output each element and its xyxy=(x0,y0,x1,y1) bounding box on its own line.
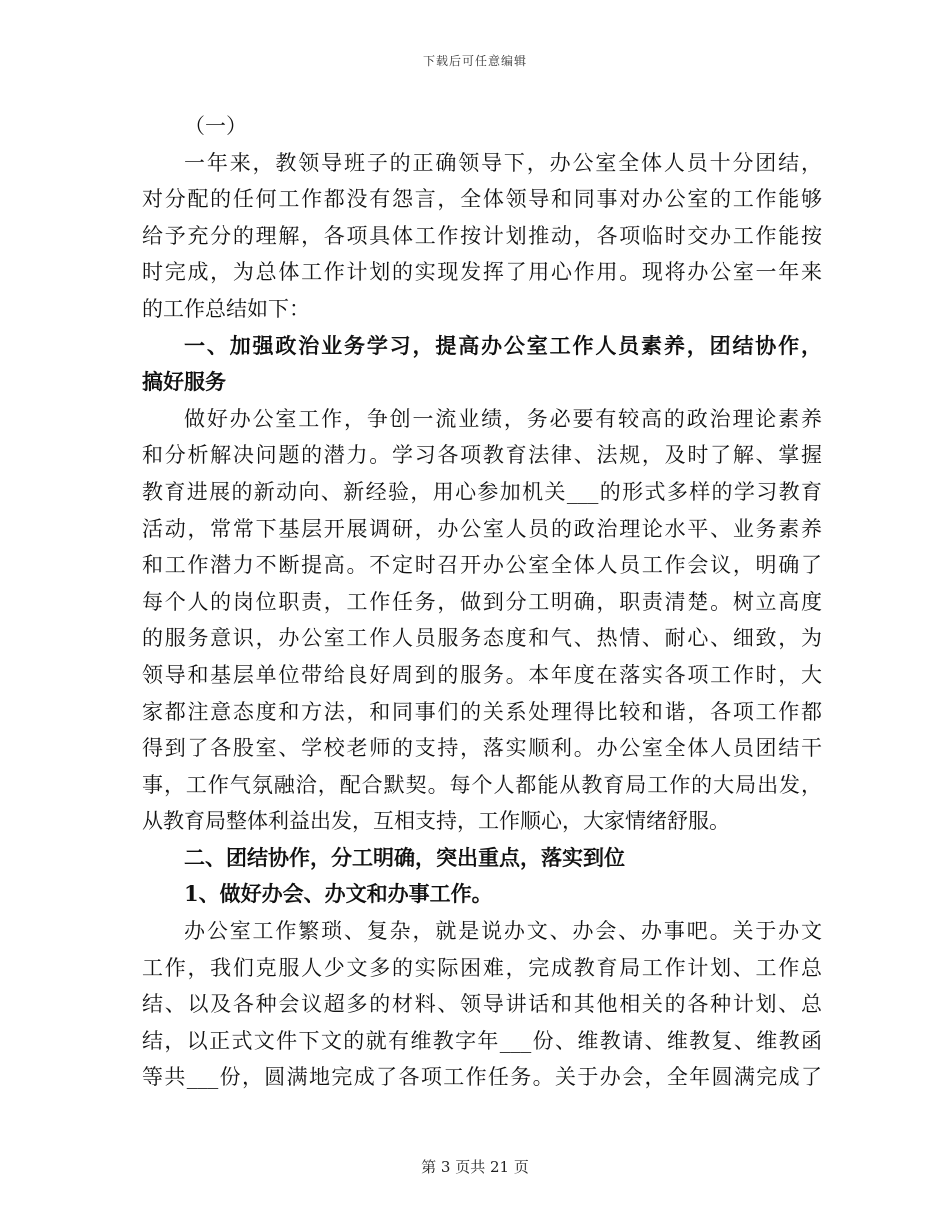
header-note: 下载后可任意编辑 xyxy=(422,54,527,68)
paragraph-line: 领导和基层单位带给良好周到的服务。本年度在落实各项工作时，大 xyxy=(142,662,822,687)
paragraph-line: 做好办公室工作，争创一流业绩，务必要有较高的政治理论素养 xyxy=(184,406,822,431)
paragraph-line: 事，工作气氛融洽，配合默契。每个人都能从教育局工作的大局出发， xyxy=(142,772,822,797)
heading-1: 一、加强政治业务学习，提高办公室工作人员素养，团结协作， xyxy=(184,332,822,358)
paragraph-line: 办公室工作繁琐、复杂，就是说办文、办会、办事吧。关于办文 xyxy=(184,919,822,944)
paragraph-line: 教育进展的新动向、新经验，用心参加机关___的形式多样的学习教育 xyxy=(142,479,822,504)
paragraph-line: 得到了各股室、学校老师的支持，落实顺利。办公室全体人员团结干 xyxy=(142,736,822,761)
heading-1-cont: 搞好服务 xyxy=(142,369,226,395)
paragraph-line: 时完成，为总体工作计划的实现发挥了用心作用。现将办公室一年来 xyxy=(142,260,822,285)
paragraph-line: 给予充分的理解，各项具体工作按计划推动，各项临时交办工作能按 xyxy=(142,223,822,248)
paragraph-line: 从教育局整体利益出发，互相支持，工作顺心，大家情绪舒服。 xyxy=(142,809,730,834)
document-body xyxy=(142,108,822,1096)
paragraph-line: 的服务意识，办公室工作人员服务态度和气、热情、耐心、细致，为 xyxy=(142,626,822,651)
subheading-1: 1、做好办会、办文和办事工作。 xyxy=(184,881,493,907)
paragraph-line: 结、以及各种会议超多的材料、领导讲话和其他相关的各种计划、总 xyxy=(142,992,822,1017)
heading-2: 二、团结协作，分工明确，突出重点，落实到位 xyxy=(184,844,625,870)
paragraph-line: 和分析解决问题的潜力。学习各项教育法律、法规，及时了解、掌握 xyxy=(142,443,822,468)
paragraph-line: 家都注意态度和方法，和同事们的关系处理得比较和谐，各项工作都 xyxy=(142,699,822,724)
paragraph-line: 的工作总结如下： xyxy=(142,296,310,321)
paragraph-line: 每个人的岗位职责，工作任务，做到分工明确，职责清楚。树立高度 xyxy=(142,589,822,614)
paragraph-line: 结，以正式文件下文的就有维教字年___份、维教请、维教复、维教函 xyxy=(142,1028,822,1053)
page-number: 第 3 页共 21 页 xyxy=(421,1158,529,1176)
paragraph-line: 和工作潜力不断提高。不定时召开办公室全体人员工作会议，明确了 xyxy=(142,553,822,578)
paragraph-line: 工作，我们克服人少文多的实际困难，完成教育局工作计划、工作总 xyxy=(142,955,822,980)
paragraph-line: 对分配的任何工作都没有怨言，全体领导和同事对办公室的工作能够 xyxy=(142,187,822,212)
section-marker: （一） xyxy=(184,114,247,138)
paragraph-line: 等共___份，圆满地完成了各项工作任务。关于办会，全年圆满完成了 xyxy=(142,1065,822,1090)
paragraph-line: 一年来，教领导班子的正确领导下，办公室全体人员十分团结， xyxy=(184,150,822,175)
paragraph-line: 活动，常常下基层开展调研，办公室人员的政治理论水平、业务素养 xyxy=(142,516,822,541)
